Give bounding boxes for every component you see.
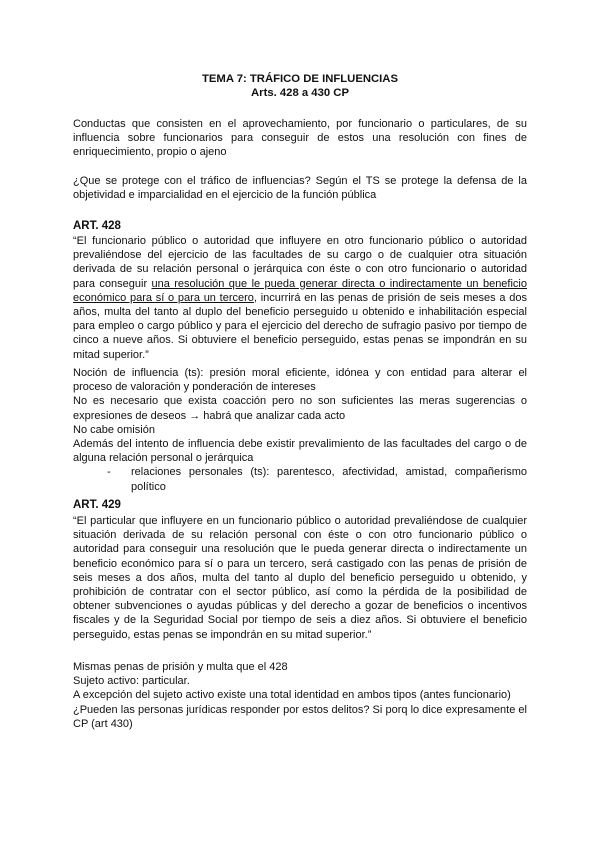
art-428-quote-start: “El funcionario público o autoridad que influyere en otro funcionario público o autoridad prevaliéndose del ejercicio de las facultades de su cargo o de cualquier otra situación derivada de su relación personal o jerárquica con éste o con otro funcionario o autoridad para conseguir (73, 235, 527, 290)
art-428-quote (73, 234, 527, 362)
art-429-note-legal-persons: ¿Pueden las personas jurídicas responder por estos delitos? Si porq lo dice expresamente el CP (art 430) (73, 703, 527, 730)
intro-paragraph: Conductas que consisten en el aprovechamiento, por funcionario o particulares, de su influencia sobre funcionarios para conseguir de estos una resolución con fines de enriquecimiento, propio o ajeno (73, 118, 527, 159)
question-paragraph: ¿Que se protege con el tráfico de influencias? Según el TS se protege la defensa de la objetividad e imparcialidad en el ejercicio de la función pública (73, 175, 527, 202)
art-428-heading: ART. 428 (73, 220, 121, 232)
art-429-note-subject: Sujeto activo: particular. (73, 675, 190, 688)
art-429-notes (73, 660, 527, 731)
document-subtitle: Arts. 428 a 430 CP (251, 87, 349, 99)
document-title: TEMA 7: TRÁFICO DE INFLUENCIAS (201, 73, 399, 85)
art-428-note-coercion: No es necesario que exista coacción pero no son suficientes las meras sugerencias o expresiones de deseos → habrá que analizar cada acto (73, 395, 527, 422)
art-428-note-omission: No cabe omisión (73, 423, 155, 436)
bullet-dash: - (107, 466, 111, 479)
art-428-quote-end: , incurrirá en las penas de prisión de seis meses a dos años, multa del tanto al duplo del beneficio perseguido u obtenido e inhabilitación especial para empleo o cargo público y para el ejercicio del derecho de sufragio pasivo por tiempo de cinco a nueve años. Si obtuviere el beneficio perseguido, estas penas se impondrán en su mitad superior.” (73, 291, 527, 361)
art-428-note-influence: Noción de influencia (ts): presión moral eficiente, idónea y con entidad para alterar el proceso de valoración y ponderación de intereses (73, 367, 527, 394)
art-428-quote-underlined: una resolución que le pueda generar directa o indirectamente un beneficio económico para sí o para un tercero (73, 277, 527, 304)
art-429-quote: “El particular que influyere en un funcionario público o autoridad prevaliéndose de cualquier situación derivada de su relación personal con éste o con otro funcionario público o autoridad para conseguir una resolución que le pueda generar directa o indirectamente un beneficio económico para sí o para un tercero, será castigado con las penas de prisión de seis meses a dos años, multa del tanto al duplo del beneficio perseguido u obtenido, y prohibición de contratar con el sector público, así como la pérdida de la posibilidad de obtener subvenciones o ayudas públicas y del derecho a gozar de beneficios o incentivos fiscales y de la Seguridad Social por tiempo de seis a diez años. Si obtuviere el beneficio perseguido, estas penas se impondrán en su mitad superior.” (73, 515, 527, 641)
bullet-text: relaciones personales (ts): parentesco, afectividad, amistad, compañerismo político (131, 466, 527, 493)
art-429-note-penalties: Mismas penas de prisión y multa que el 428 (73, 661, 288, 673)
art-428-notes (73, 366, 527, 494)
art-429-heading: ART. 429 (73, 499, 121, 511)
art-429-note-identity: A excepción del sujeto activo existe una total identidad en ambos tipos (antes funcionario) (73, 689, 511, 702)
art-428-note-prevalimiento: Además del intento de influencia debe existir prevalimiento de las facultades del cargo o de alguna relación personal o jerárquica (73, 438, 527, 465)
art-428-bullet (73, 465, 527, 493)
